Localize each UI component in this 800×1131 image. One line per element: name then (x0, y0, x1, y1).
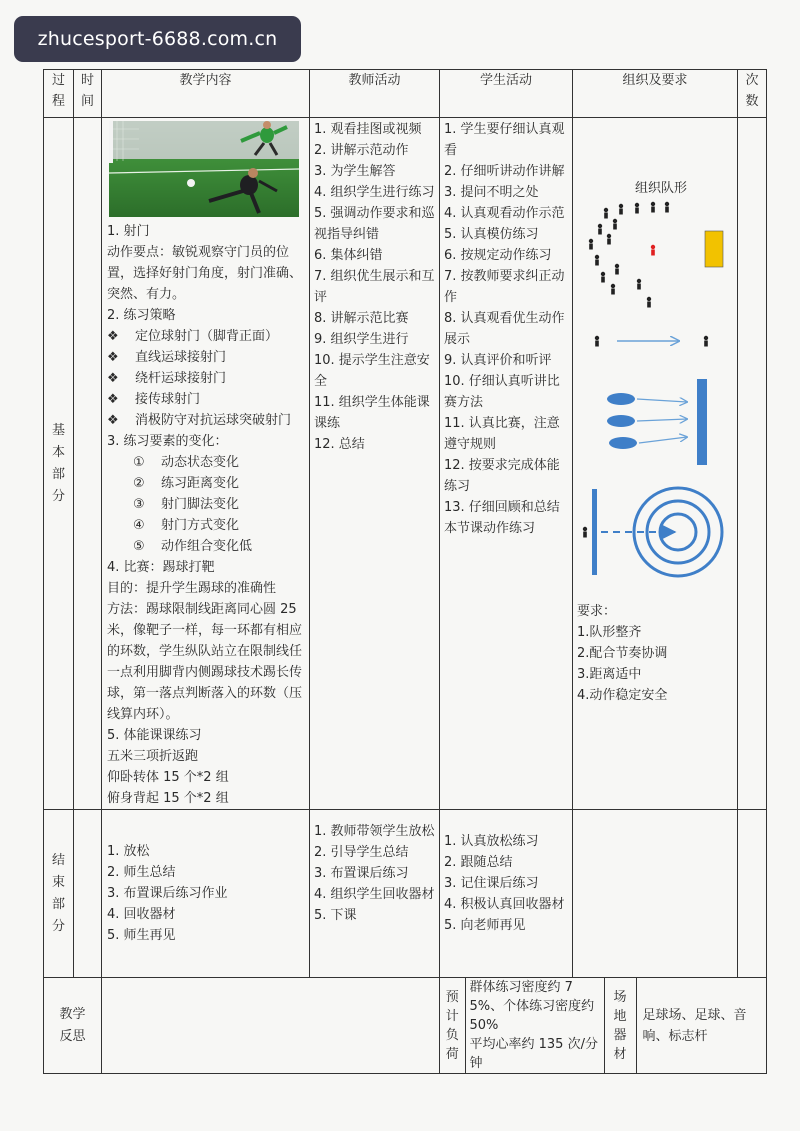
section-2-title: 2. 练习策略 (107, 308, 176, 323)
load-text: 群体练习密度约 75%、个体练习密度约 50% 平均心率约 135 次/分钟 (465, 978, 604, 1073)
goal-icon (705, 231, 723, 267)
end-student-item: 1. 认真放松练习 (444, 834, 539, 849)
requirement-item: 4.动作稳定安全 (577, 688, 668, 703)
basic-teacher-cell (310, 118, 440, 810)
soccer-photo (109, 121, 299, 217)
ball-marker-icon (607, 393, 635, 405)
header-teacher: 教师活动 (310, 70, 440, 118)
basic-student-cell (440, 118, 573, 810)
end-org-cell (573, 810, 738, 978)
end-count-cell (738, 810, 767, 978)
section-1-title: 1. 射门 (107, 224, 150, 239)
header-student: 学生活动 (440, 70, 573, 118)
requirement-item: 2.配合节奏协调 (577, 646, 668, 661)
reflection-label: 教学 反思 (44, 978, 102, 1074)
teacher-step: 11. 组织学生体能课课练 (314, 395, 430, 431)
requirements-title: 要求： (577, 604, 617, 619)
fitness-item: 五米三项折返跑 (107, 749, 199, 764)
teacher-step: 4. 组织学生进行练习 (314, 185, 435, 200)
header-row (44, 70, 767, 118)
load-venue-table (440, 978, 766, 1073)
teacher-step: 5. 强调动作要求和巡视指导纠错 (314, 206, 435, 242)
diamond-bullet-icon: ❖ (107, 413, 119, 428)
reflection-detail-cell (440, 978, 767, 1074)
formation-diagram (577, 199, 735, 599)
arrow-icon (639, 437, 687, 443)
section-1-text: 动作要点：敏锐观察守门员的位置，选择好射门角度，射门准确、突然、有力。 (107, 245, 303, 302)
reflection-content-cell (102, 978, 440, 1074)
end-teacher-item: 4. 组织学生回收器材 (314, 887, 435, 902)
header-process: 过 程 (44, 70, 74, 118)
teacher-step: 12. 总结 (314, 437, 365, 452)
student-step: 11. 认真比赛，注意遵守规则 (444, 416, 560, 452)
basic-time-cell (74, 118, 102, 810)
teacher-step: 10. 提示学生注意安全 (314, 353, 430, 389)
end-teacher-cell (310, 810, 440, 978)
variation-item: ⑤ 动作组合变化低 (133, 539, 253, 554)
end-part-label: 结 束 部 分 (44, 810, 74, 978)
venue-label: 场 地 器 材 (604, 978, 636, 1073)
target-bar-icon (697, 379, 707, 465)
end-content-item: 3. 布置课后练习作业 (107, 886, 228, 901)
end-content-item: 1. 放松 (107, 844, 150, 859)
teacher-step: 6. 集体纠错 (314, 248, 383, 263)
end-teacher-item: 1. 教师带领学生放松 (314, 824, 435, 839)
player-figure-icon (595, 336, 599, 347)
end-content-item: 2. 师生总结 (107, 865, 176, 880)
end-content-item: 5. 师生再见 (107, 928, 176, 943)
formation-title: 组织队形 (634, 181, 687, 196)
watermark-banner: zhucesport-6688.com.cn (14, 16, 301, 62)
header-count: 次 数 (738, 70, 767, 118)
player-figure-icon (704, 336, 708, 347)
end-time-cell (74, 810, 102, 978)
end-content-cell (102, 810, 310, 978)
basic-content-cell (102, 118, 310, 810)
end-student-item: 5. 向老师再见 (444, 918, 526, 933)
requirement-item: 3.距离适中 (577, 667, 642, 682)
diamond-bullet-icon: ❖ (107, 329, 119, 344)
variation-item: ② 练习距离变化 (133, 476, 240, 491)
marker-red-icon (651, 245, 655, 256)
limit-line-icon (592, 489, 597, 575)
arrow-icon (637, 419, 687, 421)
strategy-item: ❖ 直线运球接射门 (107, 347, 306, 368)
variation-item: ③ 射门脚法变化 (133, 497, 240, 512)
arrow-icon (637, 399, 687, 402)
requirement-item: 1.队形整齐 (577, 625, 642, 640)
basic-part-row (44, 118, 767, 810)
venue-text: 足球场、足球、音响、标志杆 (642, 1007, 747, 1044)
teacher-step: 7. 组织优生展示和互评 (314, 269, 435, 305)
teacher-step: 1. 观看挂图或视频 (314, 122, 422, 137)
diamond-bullet-icon: ❖ (107, 371, 119, 386)
strategy-item: ❖ 绕杆运球接射门 (107, 368, 306, 389)
strategy-item: ❖ 接传球射门 (107, 389, 306, 410)
reflection-row (44, 978, 767, 1074)
basic-count-cell (738, 118, 767, 810)
fitness-item: 仰卧转体 15 个*2 组 (107, 770, 229, 785)
end-teacher-item: 3. 布置课后练习 (314, 866, 409, 881)
ball-marker-icon (607, 415, 635, 427)
header-org: 组织及要求 (573, 70, 738, 118)
student-step: 13. 仔细回顾和总结本节课动作练习 (444, 500, 560, 536)
fitness-item: 俯身背起 15 个*2 组 (107, 791, 229, 806)
player-figure-icon (589, 202, 669, 308)
section-4-title: 4. 比赛：踢球打靶 (107, 560, 215, 575)
section-5-title: 5. 体能课课练习 (107, 728, 202, 743)
lesson-plan-table (43, 69, 767, 1074)
variation-item: ④ 射门方式变化 (133, 518, 240, 533)
end-content-item: 4. 回收器材 (107, 907, 176, 922)
diamond-bullet-icon: ❖ (107, 350, 119, 365)
ball-marker-icon (609, 437, 637, 449)
student-step: 1. 学生要仔细认真观看 (444, 122, 565, 158)
end-student-cell (440, 810, 573, 978)
student-step: 2. 仔细听讲动作讲解 (444, 164, 565, 179)
concentric-target-icon (634, 488, 722, 576)
header-time: 时 间 (74, 70, 102, 118)
student-step: 8. 认真观看优生动作展示 (444, 311, 565, 347)
student-step: 7. 按教师要求纠正动作 (444, 269, 565, 305)
section-3-title: 3. 练习要素的变化： (107, 434, 228, 449)
student-step: 5. 认真模仿练习 (444, 227, 539, 242)
section-4-goal: 目的：提升学生踢球的准确性 (107, 581, 277, 596)
end-student-item: 2. 跟随总结 (444, 855, 513, 870)
load-label: 预 计 负 荷 (440, 978, 465, 1073)
teacher-step: 2. 讲解示范动作 (314, 143, 409, 158)
player-figure-icon (583, 527, 587, 538)
student-step: 6. 按规定动作练习 (444, 248, 552, 263)
end-teacher-item: 5. 下课 (314, 908, 357, 923)
end-student-item: 4. 积极认真回收器材 (444, 897, 565, 912)
teacher-step: 3. 为学生解答 (314, 164, 396, 179)
strategy-item: ❖ 消极防守对抗运球突破射门 (107, 410, 306, 431)
end-student-item: 3. 记住课后练习 (444, 876, 539, 891)
strategy-item: ❖ 定位球射门（脚背正面） (107, 326, 306, 347)
end-teacher-item: 2. 引导学生总结 (314, 845, 409, 860)
student-step: 10. 仔细认真听讲比赛方法 (444, 374, 560, 410)
teacher-step: 8. 讲解示范比赛 (314, 311, 409, 326)
student-step: 4. 认真观看动作示范 (444, 206, 565, 221)
student-step: 12. 按要求完成体能练习 (444, 458, 560, 494)
header-content: 教学内容 (102, 70, 310, 118)
variation-item: ① 动态状态变化 (133, 455, 240, 470)
end-part-row (44, 810, 767, 978)
student-step: 3. 提问不明之处 (444, 185, 539, 200)
basic-part-label: 基 本 部 分 (44, 118, 74, 810)
section-4-method: 方法：踢球限制线距离同心圆 25 米，像靶子一样，每一环都有相应的环数，学生纵队站立在限制线任一点利用脚背内侧踢球技术踢长传球，第一落点判断落入的环数（压线算内环）。 (107, 602, 303, 722)
diamond-bullet-icon: ❖ (107, 392, 119, 407)
student-step: 9. 认真评价和听评 (444, 353, 552, 368)
basic-org-cell (573, 118, 738, 810)
teacher-step: 9. 组织学生进行 (314, 332, 409, 347)
